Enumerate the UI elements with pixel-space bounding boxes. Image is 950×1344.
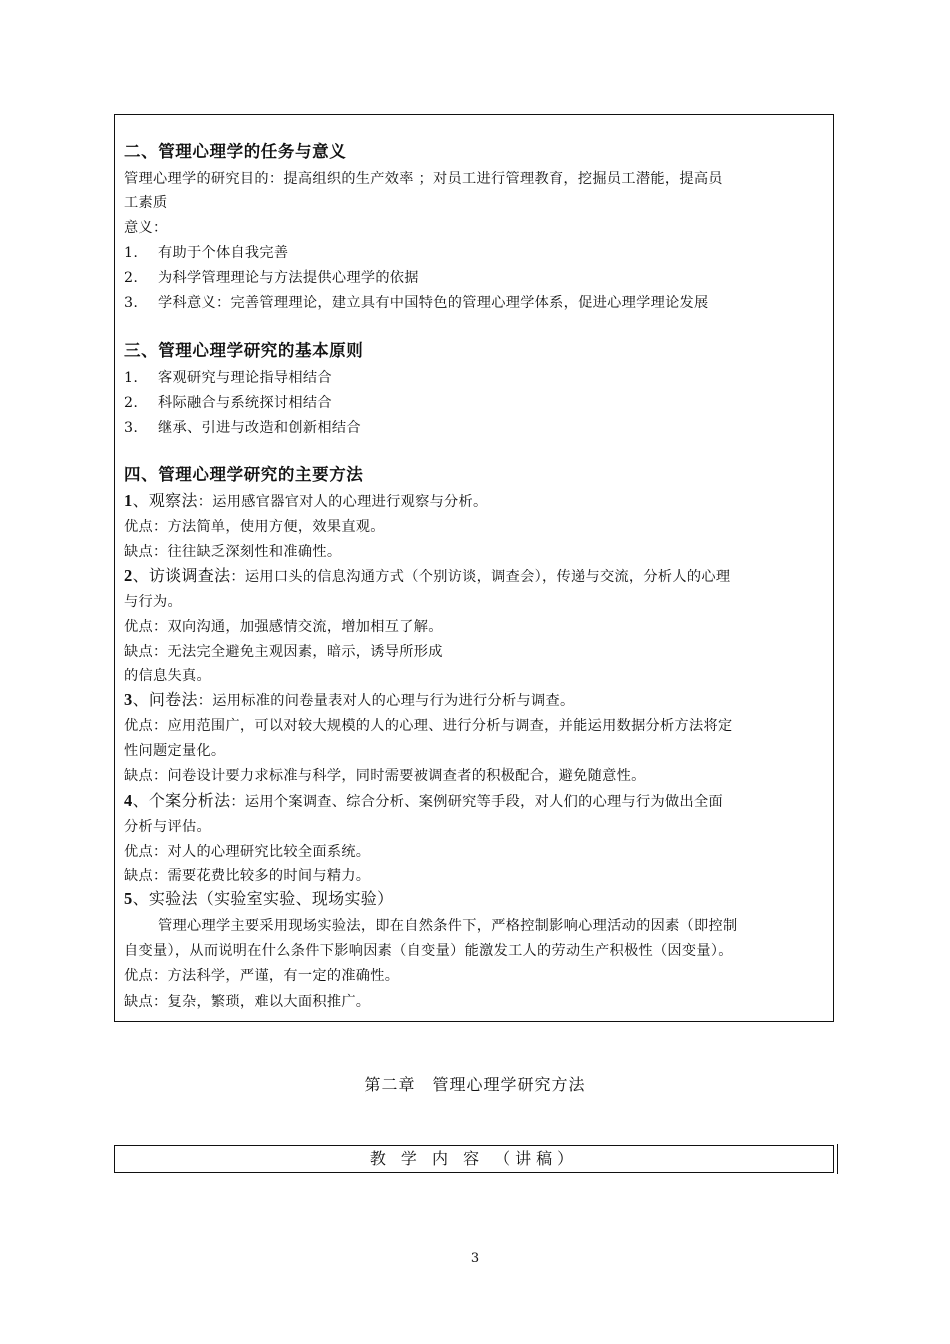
list-item xyxy=(124,369,332,387)
list-number: 3. xyxy=(124,420,139,436)
chapter-title: 第二章 管理心理学研究方法 xyxy=(364,1075,586,1094)
method-number: 2 xyxy=(124,566,133,585)
section4-heading: 四、管理心理学研究的主要方法 xyxy=(124,465,364,484)
method-name: 、观察法 xyxy=(132,491,198,510)
method-desc: ：运用口头的信息沟通方式（个别访谈，调查会），传递与交流，分析人的心理 xyxy=(230,569,731,585)
list-text: 为科学管理理论与方法提供心理学的依据 xyxy=(158,270,419,286)
method-pro: 优点：应用范围广，可以对较大规模的人的心理、进行分析与调查，并能运用数据分析方法将定 xyxy=(124,718,733,734)
list-item xyxy=(124,394,332,412)
method-con: 缺点：问卷设计要力求标准与科学，同时需要被调查者的积极配合，避免随意性。 xyxy=(124,768,646,784)
list-number: 2. xyxy=(124,395,139,411)
list-number: 1. xyxy=(124,245,139,261)
method-name: 、访谈调查法 xyxy=(132,566,231,585)
method-title xyxy=(124,566,230,585)
purpose-line-2: 工素质 xyxy=(124,195,168,211)
method-body: 管理心理学主要采用现场实验法，即在自然条件下，严格控制影响心理活动的因素（即控制 xyxy=(158,918,738,934)
list-number: 2. xyxy=(124,270,139,286)
method-pro: 优点：双向沟通，加强感情交流，增加相互了解。 xyxy=(124,619,443,635)
list-item xyxy=(124,294,709,312)
method-observation xyxy=(124,492,488,511)
section3-heading: 三、管理心理学研究的基本原则 xyxy=(124,341,364,360)
method-title xyxy=(124,690,198,709)
method-number: 3 xyxy=(124,690,133,709)
method-con-cont: 的信息失真。 xyxy=(124,668,211,684)
method-name: 、问卷法 xyxy=(132,690,198,709)
list-item xyxy=(124,244,288,262)
teaching-content-header: 教 学 内 容 （讲稿） xyxy=(114,1145,834,1173)
list-text: 学科意义：完善管理理论，建立具有中国特色的管理心理学体系，促进心理学理论发展 xyxy=(158,295,709,311)
section2-heading: 二、管理心理学的任务与意义 xyxy=(124,142,347,161)
method-title xyxy=(124,791,230,810)
method-pro-cont: 性问题定量化。 xyxy=(124,743,226,759)
method-con: 缺点：需要花费比较多的时间与精力。 xyxy=(124,868,371,884)
page-number: 3 xyxy=(470,1251,480,1266)
method-con: 缺点：复杂，繁琐，难以大面积推广。 xyxy=(124,994,371,1010)
method-desc-cont: 与行为。 xyxy=(124,594,182,610)
method-interview xyxy=(124,567,730,586)
method-pro: 优点：方法科学，严谨，有一定的准确性。 xyxy=(124,968,400,984)
method-questionnaire xyxy=(124,691,574,710)
method-number: 5 xyxy=(124,889,133,908)
meaning-label: 意义： xyxy=(124,220,168,236)
method-con: 缺点：往往缺乏深刻性和准确性。 xyxy=(124,544,342,560)
list-text: 客观研究与理论指导相结合 xyxy=(158,370,332,386)
list-text: 有助于个体自我完善 xyxy=(158,245,289,261)
method-title xyxy=(124,491,198,510)
list-text: 继承、引进与改造和创新相结合 xyxy=(158,420,361,436)
purpose-line-1: 管理心理学的研究目的：提高组织的生产效率 ；对员工进行管理教育，挖掘员工潜能，提高员 xyxy=(124,171,723,187)
method-name: 、实验法（实验室实验、现场实验） xyxy=(132,889,394,908)
method-pro: 优点：对人的心理研究比较全面系统。 xyxy=(124,844,371,860)
list-item xyxy=(124,419,361,437)
method-desc: ：运用感官器官对人的心理进行观察与分析。 xyxy=(197,494,488,510)
method-desc-cont: 分析与评估。 xyxy=(124,819,211,835)
method-number: 4 xyxy=(124,791,133,810)
list-number: 1. xyxy=(124,370,139,386)
method-number: 1 xyxy=(124,491,133,510)
method-title xyxy=(124,889,393,908)
list-text: 科际融合与系统探讨相结合 xyxy=(158,395,332,411)
method-body-cont: 自变量），从而说明在什么条件下影响因素（自变量）能激发工人的劳动生产积极性（因变量）。 xyxy=(124,943,733,959)
method-pro: 优点：方法简单，使用方便，效果直观。 xyxy=(124,519,385,535)
method-desc: ：运用标准的问卷量表对人的心理与行为进行分析与调查。 xyxy=(197,693,575,709)
method-experiment xyxy=(124,890,393,909)
method-desc: ：运用个案调查、综合分析、案例研究等手段，对人们的心理与行为做出全面 xyxy=(230,794,723,810)
list-number: 3. xyxy=(124,295,139,311)
method-name: 、个案分析法 xyxy=(132,791,231,810)
list-item xyxy=(124,269,419,287)
method-con: 缺点：无法完全避免主观因素，暗示，诱导所形成 xyxy=(124,644,443,660)
method-case-study xyxy=(124,792,723,811)
